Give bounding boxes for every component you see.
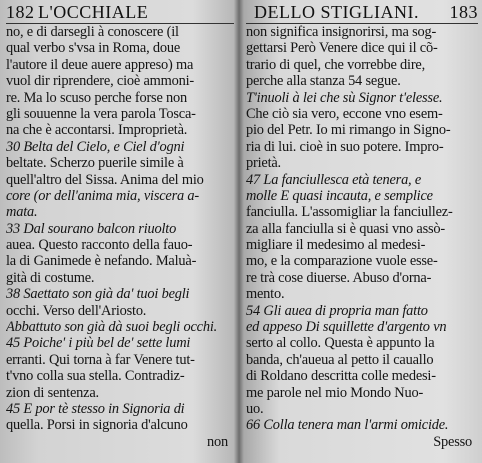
- text-line: l'autore il deue auere appreso) ma: [6, 56, 194, 73]
- text-line: 54 Gli auea di propria man fatto: [246, 302, 428, 319]
- text-line: quell'altro del Sissa. Anima del mio: [6, 171, 204, 188]
- text-line: gità di costume.: [6, 269, 95, 286]
- text-line: 33 Dal sourano balcon riuolto: [6, 220, 177, 237]
- text-line: re trà cose diuerse. Abuso d'orna-: [246, 269, 432, 286]
- text-line: t'vno colla sua stella. Contradiz-: [6, 368, 185, 385]
- text-line: ria di lui. cioè in suo potere. Impro-: [246, 138, 444, 155]
- text-line: auea. Questo racconto della fauo-: [6, 237, 193, 254]
- text-line: serto al collo. Questa è appunto la: [246, 335, 435, 352]
- text-line: qual verbo s'vsa in Roma, doue: [6, 40, 181, 57]
- text-line: occhi. Verso dell'Ariosto.: [6, 302, 147, 319]
- text-line: mento.: [246, 286, 285, 303]
- running-head: L'OCCHIALE: [38, 2, 149, 22]
- text-line: quella. Porsi in signoria d'alcuno: [6, 417, 188, 434]
- text-line: mo, e la comparazione vuole esse-: [246, 253, 438, 270]
- right-page: [246, 0, 478, 463]
- text-line: di Roldano descritta colle medesi-: [246, 368, 436, 385]
- text-line: la di Ganimede è nefando. Maluà-: [6, 253, 197, 270]
- text-line: 30 Belta del Cielo, e Ciel d'ogni: [6, 138, 185, 155]
- text-line: 38 Saettato son già da' tuoi begli: [6, 286, 190, 303]
- text-line: pio del Petr. Io mi rimango in Signo-: [246, 122, 451, 139]
- text-line: core (or dell'anima mia, viscera a-: [6, 187, 199, 204]
- left-page-header: [6, 2, 234, 22]
- text-line: beltate. Scherzo puerile simile à: [6, 155, 184, 172]
- text-line: na che è accontarsi. Improprietà.: [6, 122, 188, 139]
- text-line: erranti. Qui torna à far Venere tut-: [6, 351, 195, 368]
- catchword: Spesso: [433, 433, 472, 450]
- text-line: banda, ch'aueua al petto il cauallo: [246, 351, 434, 368]
- right-page-text: [246, 24, 478, 450]
- text-line: 47 La fanciullesca età tenera, e: [246, 171, 422, 188]
- text-line: 45 Poiche' i più bel de' sette lumi: [6, 335, 191, 352]
- page-number: 183: [449, 2, 478, 22]
- text-line: molle E quasi incauta, e semplice: [246, 187, 433, 204]
- text-line: trario di quel, che vorrebbe dire,: [246, 56, 425, 73]
- catchword: non: [207, 433, 228, 450]
- text-line: no, e di darsegli à conoscere (il: [6, 24, 179, 40]
- page-number: 182: [6, 2, 35, 22]
- text-line: migliare il medesimo al medesi-: [246, 237, 426, 254]
- text-line: T'inuoli à lei che sù Signor t'elesse.: [246, 89, 443, 106]
- right-page-header: [246, 2, 478, 22]
- text-line: ed appeso Di squillette d'argento vn: [246, 319, 447, 336]
- text-line: 45 E por tè stesso in Signoria di: [6, 400, 185, 417]
- text-line: mata.: [6, 204, 38, 221]
- text-line: gli souuenne la vera parola Tosca-: [6, 105, 196, 122]
- text-line: uo.: [246, 400, 264, 417]
- running-head: DELLO STIGLIANI.: [254, 2, 419, 22]
- text-line: Che ciò sia vero, eccone vno esem-: [246, 105, 443, 122]
- text-line: re. Ma lo scuso perche forse non: [6, 89, 188, 106]
- text-line: non significa insignorirsi, ma sog-: [246, 24, 437, 40]
- text-line: za alla fanciulla si è quasi vno assò-: [246, 220, 445, 237]
- left-page: [6, 0, 234, 463]
- left-page-text: [6, 24, 234, 450]
- text-line: me parole nel mio Mondo Nuo-: [246, 384, 424, 401]
- text-line: perche alla stanza 54 segue.: [246, 73, 401, 90]
- text-line: gettarsi Però Venere dice qui il cõ-: [246, 40, 438, 57]
- text-line: fanciulla. L'assomigliar la fanciullez-: [246, 204, 453, 221]
- text-line: vuol dir riprendere, cioè ammoni-: [6, 73, 195, 90]
- text-line: prietà.: [246, 155, 281, 172]
- text-line: 66 Colla tenera man l'armi omicide.: [246, 417, 449, 434]
- text-line: zion di sentenza.: [6, 384, 99, 401]
- text-line: Abbattuto son già dà suoi begli occhi.: [6, 319, 218, 336]
